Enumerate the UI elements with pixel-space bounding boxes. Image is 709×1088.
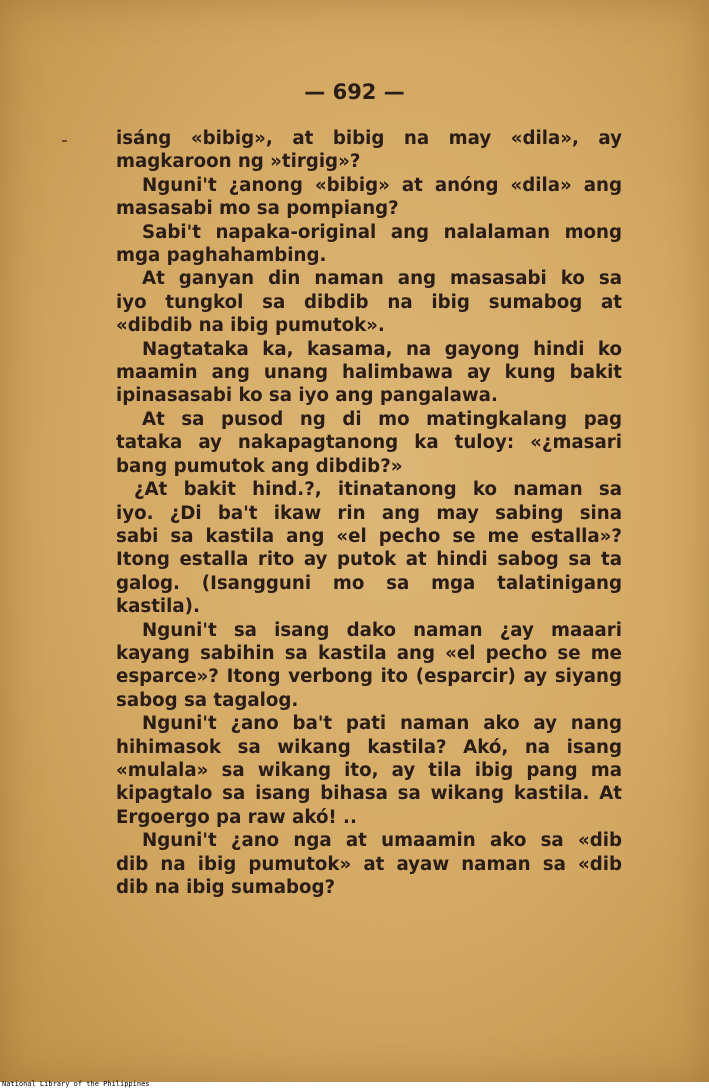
text-line: Nguni't sa isang dako naman ¿ay maaari	[142, 619, 622, 641]
text-line: maamin ang unang halimbawa ay kung bakit	[116, 362, 622, 384]
text-line: iyo tungkol sa dibdib na ibig sumabog at	[116, 291, 622, 313]
text-line: Nagtataka ka, kasama, na gayong hindi ko	[142, 338, 622, 360]
page-number: — 692 —	[304, 80, 405, 104]
text-line: dib na ibig sumabog?	[116, 877, 336, 898]
text-line: ipinasasabi ko sa iyo ang pangalawa.	[116, 385, 498, 407]
text-line: isáng «bibig», at bibig na may «dila», ay	[116, 128, 622, 149]
library-credit: National Library of the Philippines	[2, 1080, 150, 1088]
text-line: hihimasok sa wikang kastila? Akó, na isang	[116, 736, 622, 758]
margin-mark	[62, 140, 67, 142]
text-line: Ergoergo pa raw akó! ..	[116, 806, 357, 828]
body-text	[116, 127, 622, 899]
text-line: Sabi't napaka-original ang nalalaman mong	[142, 221, 622, 243]
text-line: galog. (Isangguni mo sa mga talatinigang	[116, 572, 622, 594]
text-line: magkaroon ng »tirgig»?	[116, 151, 361, 173]
text-line: ¿At bakit hind.?, itinatanong ko naman sa	[134, 479, 622, 501]
text-line: Nguni't ¿ano ba't pati naman ako ay nang	[142, 713, 622, 735]
text-line: kipagtalo sa isang bihasa sa wikang kastila. At	[116, 783, 622, 805]
text-line: Nguni't ¿anong «bibig» at anóng «dila» ang	[142, 174, 622, 196]
text-line: sabog sa tagalog.	[116, 689, 299, 711]
text-line: sabi sa kastila ang «el pecho se me estalla»?	[116, 525, 622, 547]
text-line: masasabi mo sa pompiang?	[116, 198, 399, 220]
text-line: esparce»? Itong verbong ito (esparcir) ay siyang	[116, 666, 622, 688]
text-line: iyo. ¿Di ba't ikaw rin ang may sabing sina	[116, 502, 622, 524]
text-line: kastila).	[116, 596, 200, 618]
text-line: kayang sabihin sa kastila ang «el pecho se me	[116, 642, 622, 664]
text-line: Nguni't ¿ano nga at umaamin ako sa «dib	[142, 830, 622, 852]
text-line: At ganyan din naman ang masasabi ko sa	[142, 268, 622, 290]
text-line: «dibdib na ibig pumutok».	[116, 315, 385, 337]
text-line: dib na ibig pumutok» at ayaw naman sa «dib	[116, 853, 622, 875]
text-line: tataka ay nakapagtanong ka tuloy: «¿masari	[116, 432, 622, 454]
text-line: bang pumutok ang dibdib?»	[116, 455, 403, 477]
text-line: At sa pusod ng di mo matingkalang pag	[142, 408, 622, 430]
text-line: «mulala» sa wikang ito, ay tila ibig pang ma	[116, 759, 622, 781]
text-line: mga paghahambing.	[116, 245, 327, 267]
text-line: Itong estalla rito ay putok at hindi sabog sa ta	[116, 549, 622, 571]
